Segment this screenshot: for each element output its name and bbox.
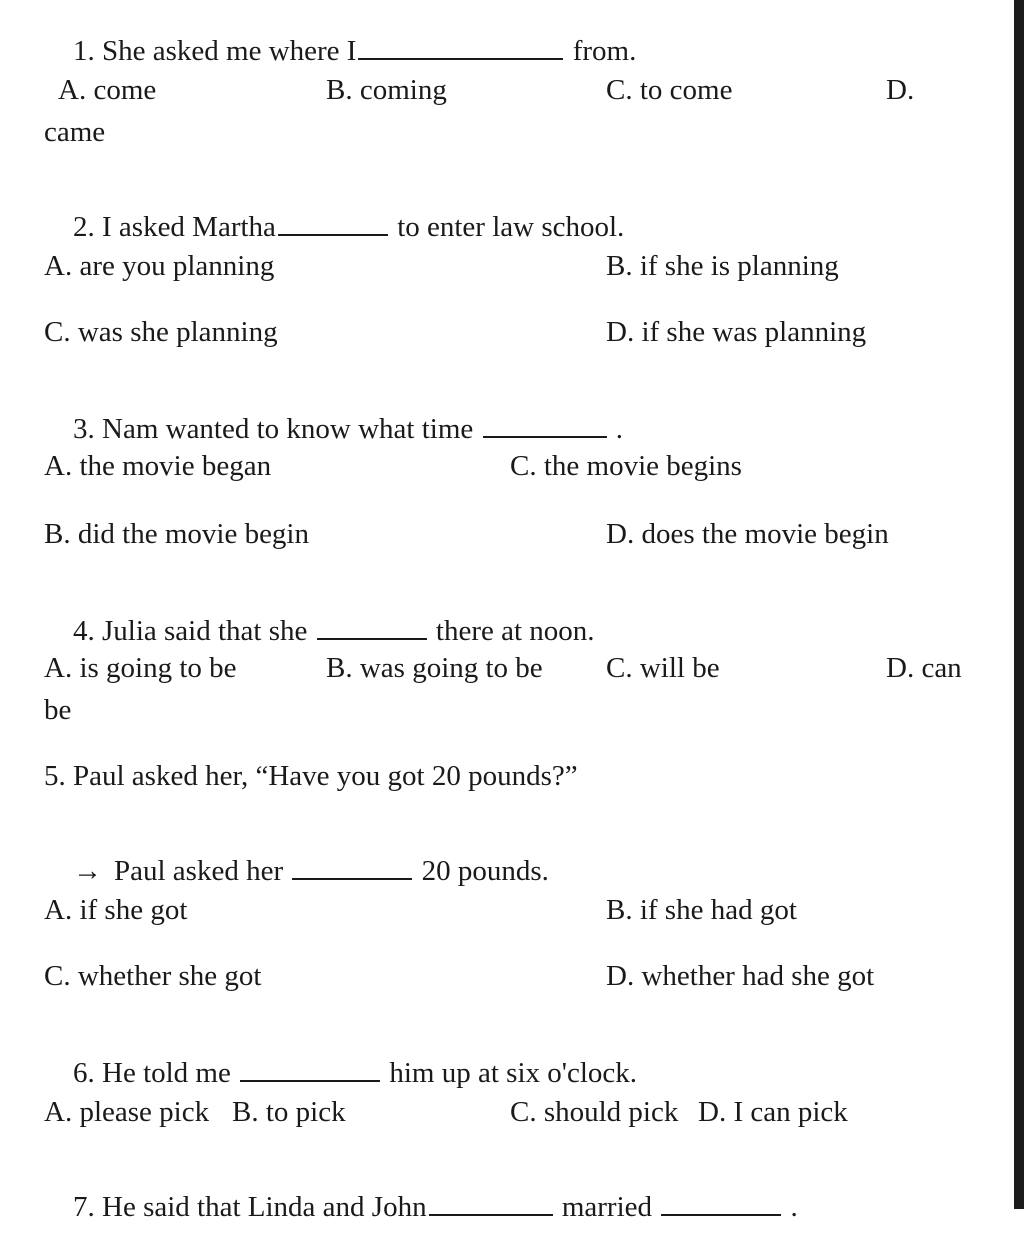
option-a: A. is going to be <box>44 652 237 684</box>
option-c: C. whether she got <box>44 960 262 992</box>
option-d: D. I can pick <box>698 1096 848 1128</box>
question-2-tail: to enter law school. <box>397 211 625 243</box>
option-d: D. <box>886 74 915 106</box>
question-7-text: 7. He said that Linda and John <box>73 1191 427 1223</box>
option-d: D. if she was planning <box>606 316 867 348</box>
answer-blank <box>240 1079 380 1082</box>
option-a: A. come <box>58 74 157 106</box>
question-1-text: 1. She asked me where I <box>73 35 357 67</box>
option-b: B. coming <box>326 74 447 106</box>
option-b: B. if she had got <box>606 894 797 926</box>
option-d-wrap: came <box>44 116 106 148</box>
question-3-tail: . <box>615 413 624 445</box>
option-c: C. to come <box>606 74 733 106</box>
answer-blank <box>317 637 427 640</box>
option-b: B. if she is planning <box>606 250 839 282</box>
option-c: C. will be <box>606 652 720 684</box>
arrow-right-icon: → <box>73 855 102 887</box>
option-a: A. please pick <box>44 1096 210 1128</box>
option-c: C. should pick <box>510 1096 679 1128</box>
question-2-text: 2. I asked Martha <box>73 211 276 243</box>
answer-blank <box>292 877 412 880</box>
question-5: 5. Paul asked her, “Have you got 20 pounds?” <box>44 760 578 792</box>
option-a: A. are you planning <box>44 250 275 282</box>
option-b: B. did the movie begin <box>44 518 309 550</box>
option-d: D. whether had she got <box>606 960 875 992</box>
answer-blank <box>661 1213 781 1216</box>
option-c: C. was she planning <box>44 316 278 348</box>
question-7 <box>44 1164 798 1251</box>
option-b: B. to pick <box>232 1096 346 1128</box>
option-d: D. can <box>886 652 962 684</box>
question-5-text: Paul asked her <box>114 855 284 887</box>
answer-blank <box>483 435 607 438</box>
question-6-tail: him up at six o'clock. <box>389 1057 638 1089</box>
answer-blank <box>358 57 563 60</box>
answer-blank <box>278 233 388 236</box>
answer-blank <box>429 1213 553 1216</box>
option-b: B. was going to be <box>326 652 543 684</box>
question-7-tail: . <box>790 1191 798 1223</box>
question-1-tail: from. <box>572 35 637 67</box>
option-d: D. does the movie begin <box>606 518 889 550</box>
option-c: C. the movie begins <box>510 450 742 482</box>
option-d-wrap: be <box>44 694 72 726</box>
question-3-text: 3. Nam wanted to know what time <box>73 413 474 445</box>
option-a: A. the movie began <box>44 450 272 482</box>
question-4-text: 4. Julia said that she <box>73 615 308 647</box>
question-4-tail: there at noon. <box>435 615 595 647</box>
question-6-text: 6. He told me <box>73 1057 231 1089</box>
question-5-tail: 20 pounds. <box>421 855 549 887</box>
option-a: A. if she got <box>44 894 188 926</box>
scan-edge <box>1014 0 1024 1209</box>
question-7-mid: married <box>561 1191 652 1223</box>
